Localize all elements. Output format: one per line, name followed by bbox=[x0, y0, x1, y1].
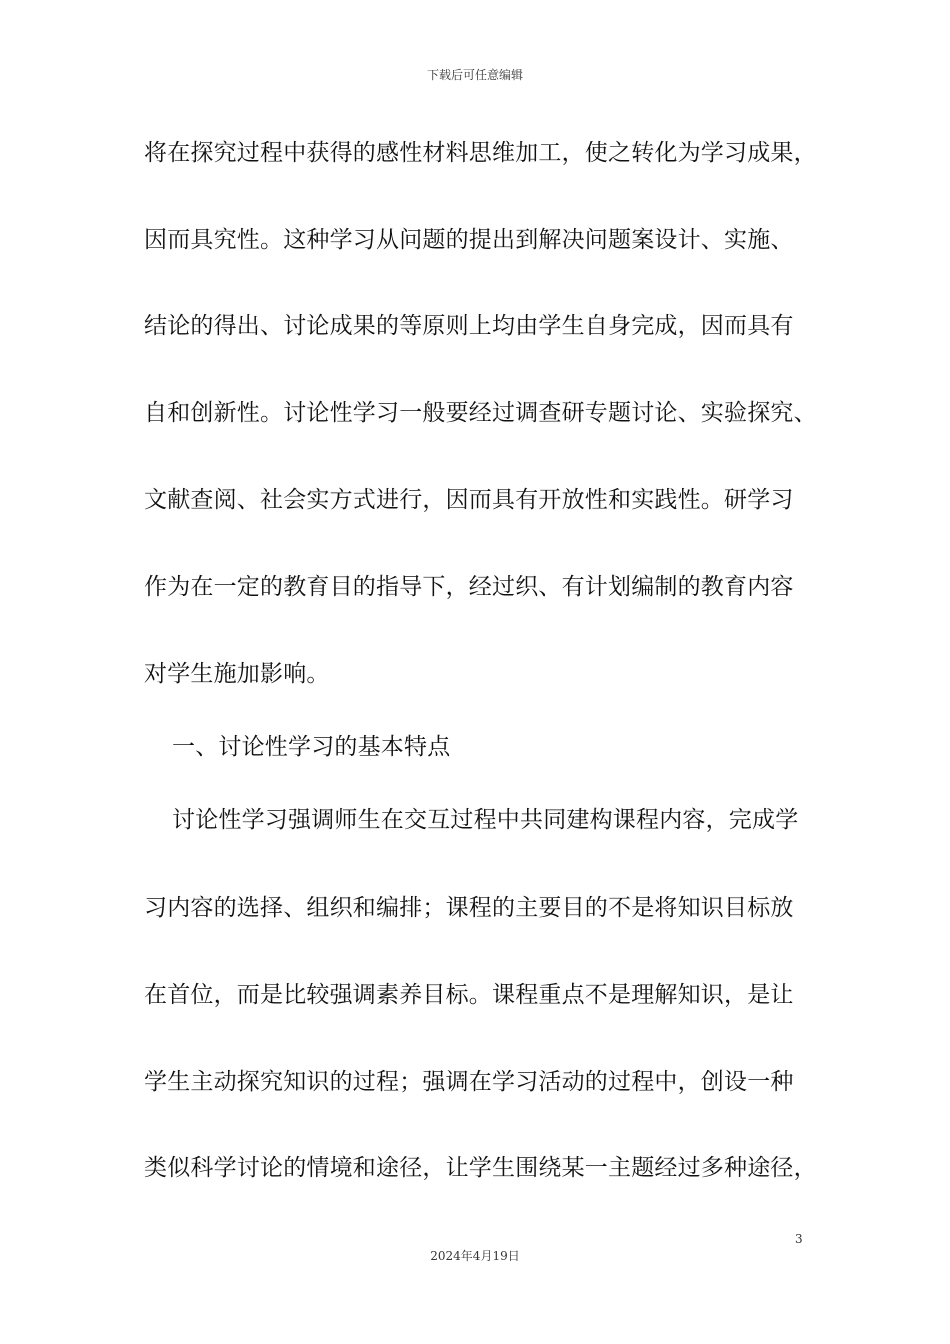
page-number: 3 bbox=[795, 1232, 803, 1246]
text-line: 在首位，而是比较强调素养目标。课程重点不是理解知识，是让 bbox=[144, 982, 794, 1008]
text-line: 类似科学讨论的情境和途径，让学生围绕某一主题经过多种途径， bbox=[144, 1155, 817, 1181]
text-line: 因而具究性。这种学习从问题的提出到解决问题案设计、实施、 bbox=[144, 227, 794, 253]
text-line: 结论的得出、讨论成果的等原则上均由学生自身完成，因而具有 bbox=[144, 313, 794, 339]
text-line: 自和创新性。讨论性学习一般要经过调查研专题讨论、实验探究、 bbox=[144, 400, 817, 426]
page-header: 下载后可任意编辑 bbox=[426, 68, 523, 82]
text-line: 将在探究过程中获得的感性材料思维加工，使之转化为学习成果， bbox=[144, 140, 817, 166]
text-line: 学生主动探究知识的过程；强调在学习活动的过程中，创设一种 bbox=[144, 1069, 794, 1095]
section-heading: 一、讨论性学习的基本特点 bbox=[172, 734, 451, 760]
text-line: 文献查阅、社会实方式进行，因而具有开放性和实践性。研学习 bbox=[144, 487, 794, 513]
text-line: 对学生施加影响。 bbox=[144, 661, 330, 687]
text-line: 讨论性学习强调师生在交互过程中共同建构课程内容，完成学 bbox=[172, 807, 799, 833]
text-line: 作为在一定的教育目的指导下，经过织、有计划编制的教育内容 bbox=[144, 574, 794, 600]
text-line: 习内容的选择、组织和编排；课程的主要目的不是将知识目标放 bbox=[144, 895, 794, 921]
footer-date: 2024年4月19日 bbox=[430, 1249, 520, 1263]
